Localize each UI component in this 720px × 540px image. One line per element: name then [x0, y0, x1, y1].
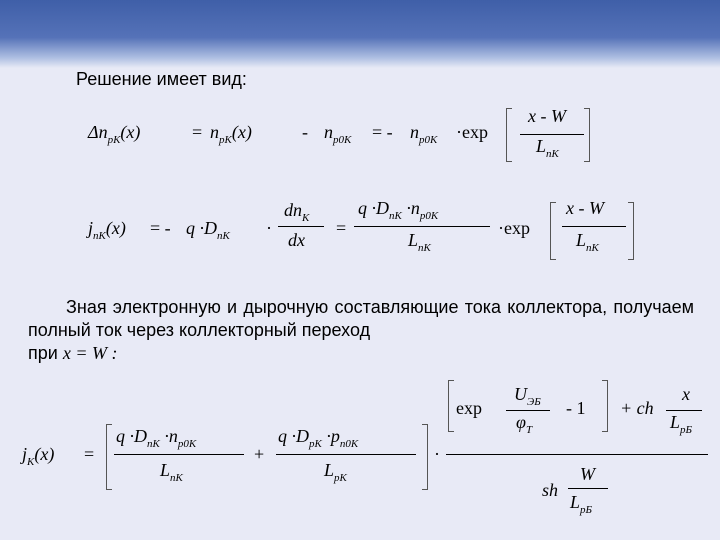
f3-b-num: $q \cdot D_{pK} \cdot p_{n0K}$ [278, 426, 359, 450]
f2-den: $L_{nK}$ [408, 230, 431, 254]
f3-ch-x: x [682, 384, 690, 404]
f1-eq2: = - [372, 122, 393, 142]
f3-ch-L: $L_{pБ}$ [670, 412, 693, 436]
f2-dx: dx [288, 230, 305, 250]
f2-qd: $q \cdot D_{nK}$ [186, 218, 230, 242]
f3-eq: = [84, 444, 95, 464]
f3-a-num: $q \cdot D_{nK} \cdot n_{p0K}$ [116, 426, 197, 450]
f2-dot: · [266, 218, 272, 238]
f3-a-den: $L_{nK}$ [160, 460, 183, 484]
f3-plus: + [254, 444, 265, 464]
f2-enum: x - W [566, 198, 604, 218]
f2-num: $q \cdot D_{nK} \cdot n_{p0K}$ [358, 198, 439, 222]
formula-3 [22, 380, 702, 530]
f3-lhs: $j_K(x)$ [22, 444, 55, 468]
formula-1 [88, 108, 608, 164]
f2-eq2: = [336, 218, 347, 238]
title-bar-decoration [0, 0, 720, 68]
f2-eden: $L_{nK}$ [576, 230, 599, 254]
intro-text: Решение имеет вид: [76, 69, 247, 89]
f3-dot: · [434, 444, 440, 464]
f2-exp: ·exp [498, 218, 530, 238]
f1-eq1: = [192, 122, 203, 142]
f3-ch: + ch [620, 398, 654, 418]
f1-num: x - W [528, 106, 566, 126]
formula-2 [88, 194, 648, 274]
f3-minus-one: - 1 [566, 398, 586, 418]
f3-exp: exp [456, 398, 482, 418]
f3-phi: $\varphi_T$ [516, 412, 533, 436]
f1-exp: ·exp [456, 122, 488, 142]
f2-dn: $dn_K$ [284, 200, 310, 224]
explanation-paragraph: Зная электронную и дырочную составляющие тока коллектора, получаем полный ток через коллекторный переход при x = W : [28, 297, 694, 363]
slide-content [0, 68, 720, 540]
f3-sh: sh [542, 480, 559, 500]
f3-b-den: $L_{pK}$ [324, 460, 347, 484]
f1-lhs: $\Delta n_{pK}(x)$ [88, 122, 141, 146]
f3-sh-W: W [580, 464, 595, 484]
f3-sh-L: $L_{pБ}$ [570, 492, 593, 516]
f2-lhs: $j_{nK}(x)$ [88, 218, 126, 242]
f1-term2: $n_{p0K}$ [324, 122, 352, 146]
f2-eq1: = - [150, 218, 171, 238]
f3-u: $U_{ЭБ}$ [514, 384, 541, 408]
f1-term3: $n_{p0K}$ [410, 122, 438, 146]
f1-den: $L_{nK}$ [536, 136, 559, 160]
f1-minus: - [302, 122, 308, 142]
f1-term1: $n_{pK}(x)$ [210, 122, 252, 146]
